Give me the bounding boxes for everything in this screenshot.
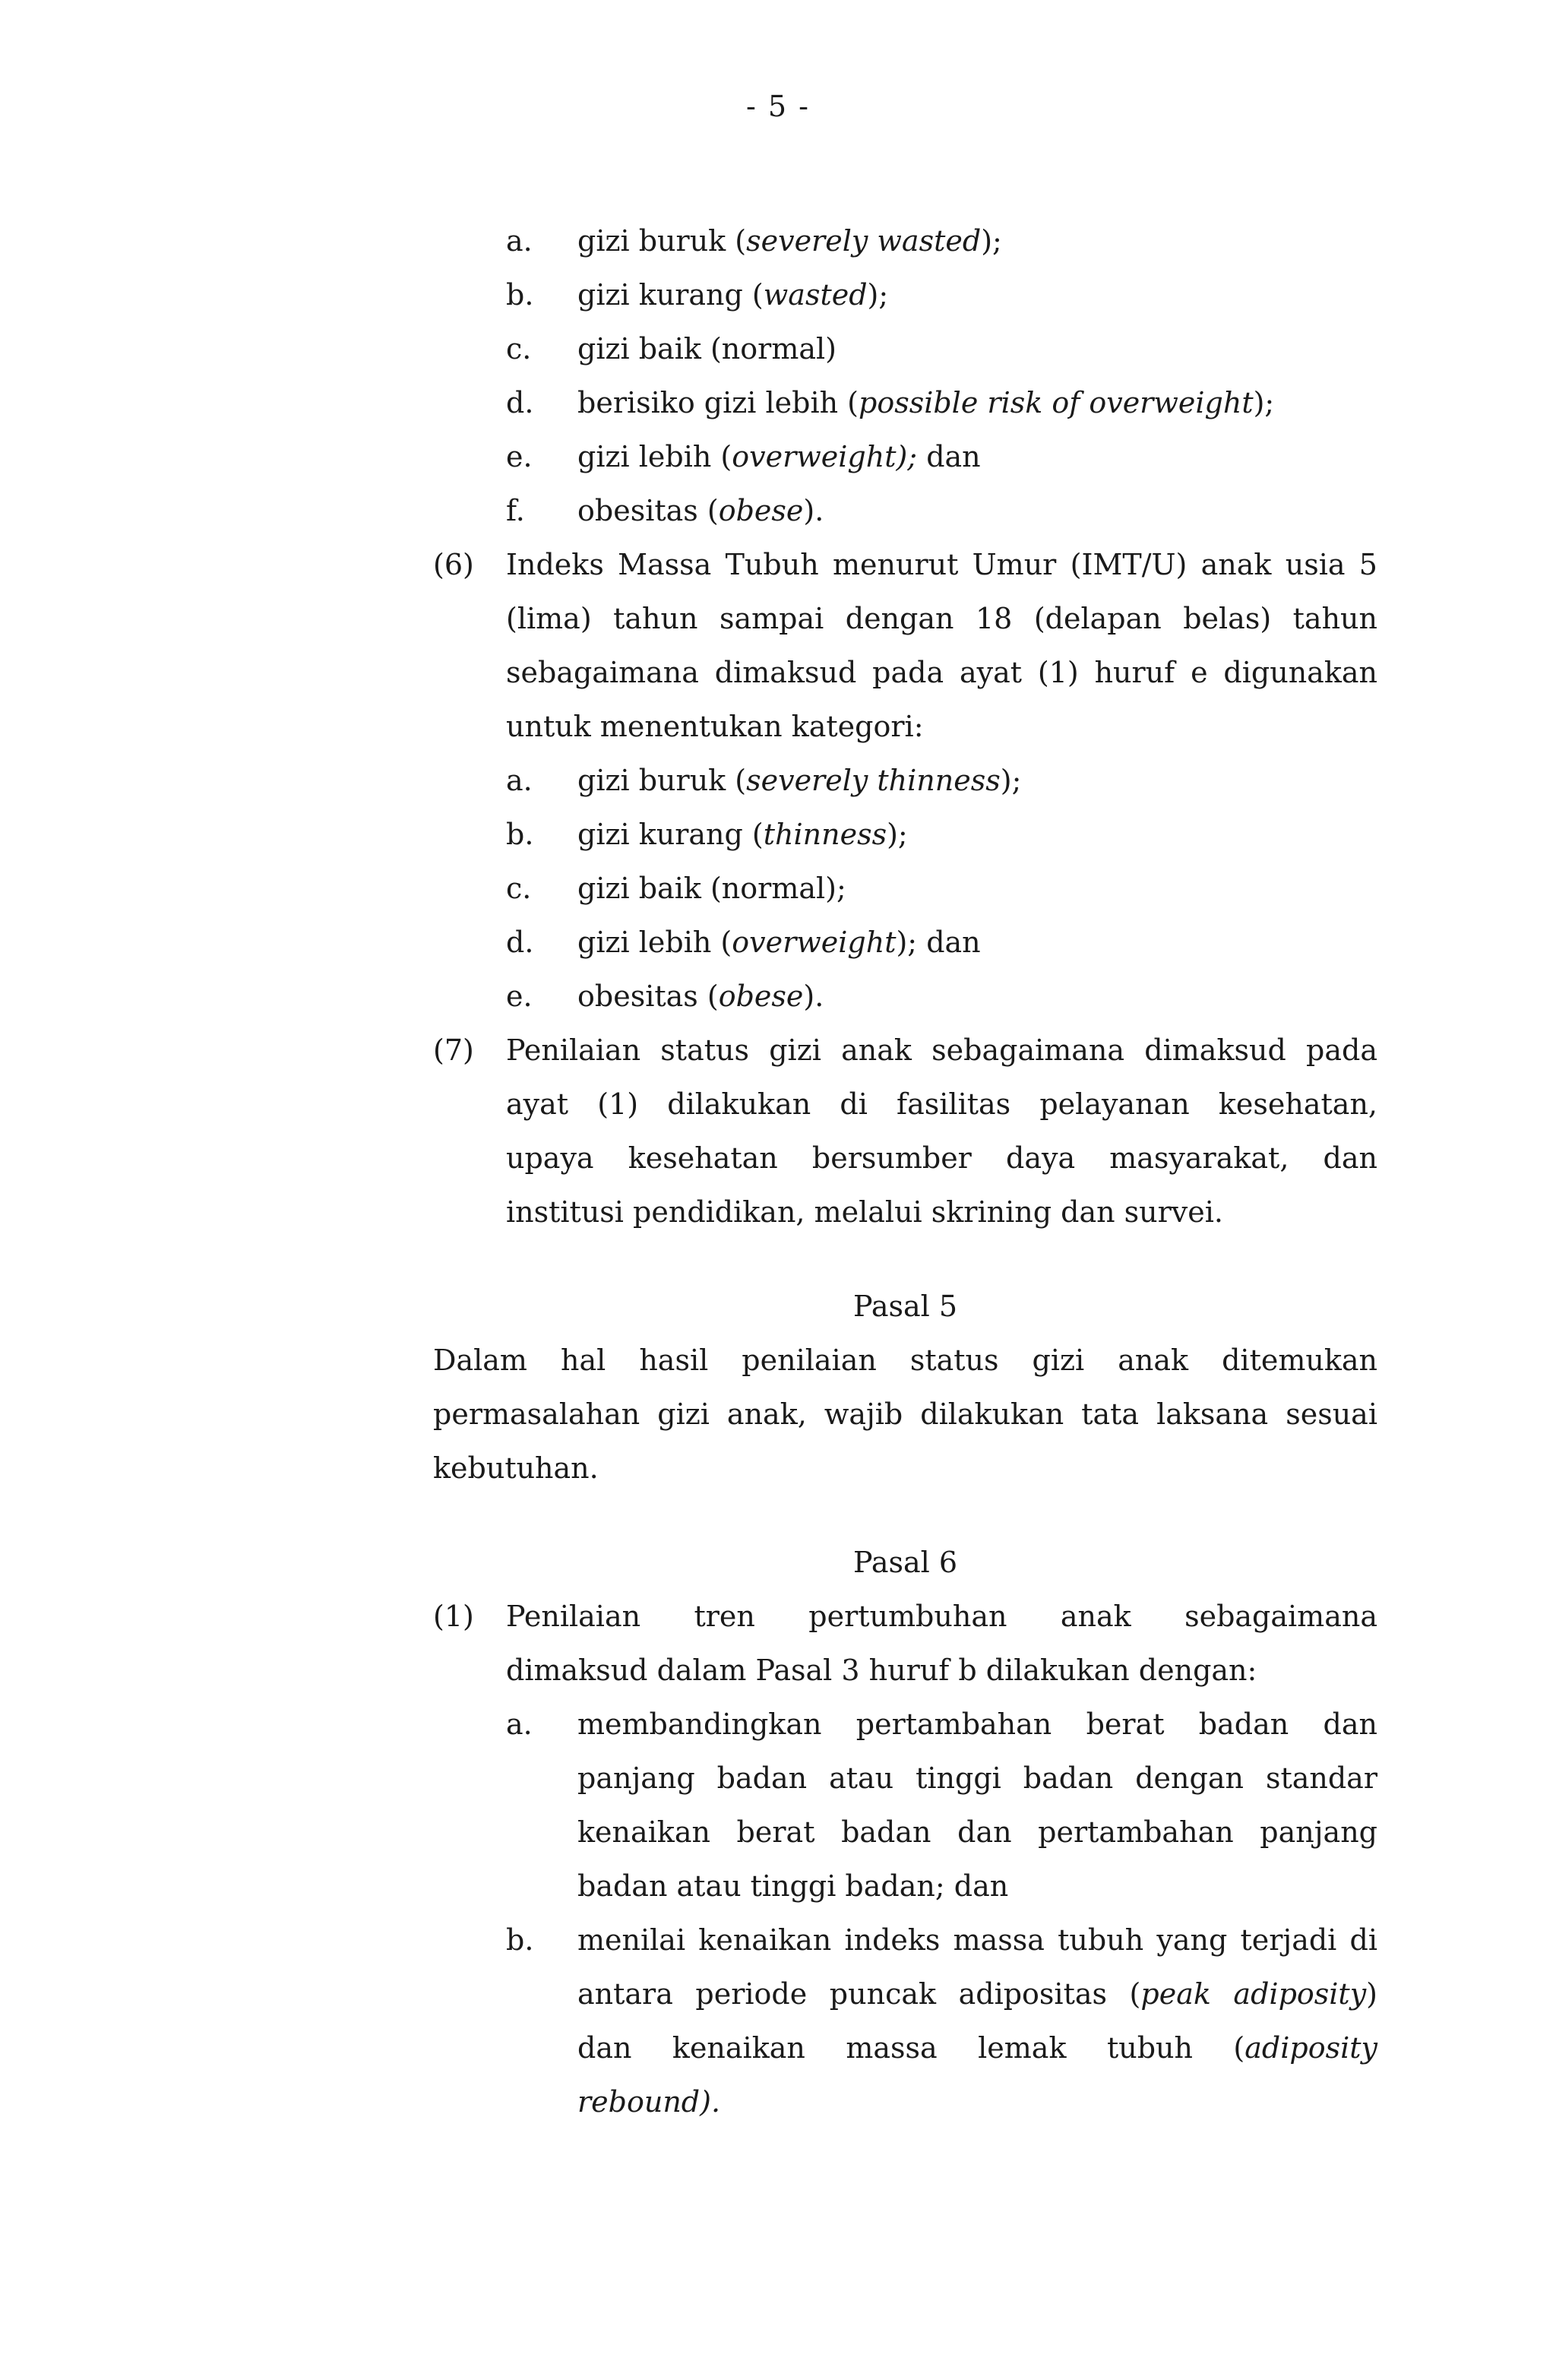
pasal-6-item-a-line [433, 1806, 1377, 1859]
item-term: peak adiposity [1140, 1977, 1367, 2011]
section-gap [433, 1239, 1377, 1280]
pasal-5-heading: Pasal 5 [852, 1290, 958, 1323]
pasal-6-ayat-1-line [433, 1590, 1377, 1644]
item-text [577, 2075, 1377, 2129]
item-text: gizi buruk ( [577, 224, 747, 258]
item-term: wasted [763, 278, 868, 312]
pasal-6-item-b-line [433, 2021, 1377, 2075]
pasal-text: Dalam hal hasil penilaian status gizi anak ditemukan [433, 1343, 1377, 1377]
ayat-text: untuk menentukan kategori: [506, 710, 924, 743]
ayat-text: Penilaian tren pertumbuhan anak sebagaimana [506, 1600, 1377, 1633]
item-term: adiposity [1244, 2031, 1377, 2065]
pasal-text: kebutuhan. [433, 1451, 599, 1485]
pasal-5-line [433, 1334, 1377, 1388]
item-text-end: ). [803, 980, 824, 1013]
item-text-end: ); [867, 278, 889, 312]
item-text-end: ); [1253, 386, 1275, 419]
item-text-end: ); [1000, 764, 1022, 797]
item-text: badan atau tinggi badan; dan [577, 1869, 1009, 1903]
ayat-text: dimaksud dalam Pasal 3 huruf b dilakukan dengan: [506, 1654, 1257, 1687]
ayat-text: Penilaian status gizi anak sebagaimana dimaksud pada [506, 1033, 1377, 1067]
list-marker: b. [506, 818, 534, 851]
ayat-marker: (6) [433, 548, 474, 581]
ayat-marker: (1) [433, 1600, 474, 1633]
list-item [433, 808, 1377, 862]
item-term: obese [718, 980, 804, 1013]
pasal-5-line [433, 1388, 1377, 1442]
list-marker: a. [506, 764, 533, 797]
item-text: gizi lebih ( [577, 440, 732, 473]
pasal-5-line [433, 1442, 1377, 1495]
item-text-part: dan kenaikan massa lemak tubuh ( [577, 2031, 1245, 2065]
item-text-end: ) [1366, 1977, 1377, 2011]
list-marker: d. [506, 386, 534, 419]
list-item [433, 376, 1377, 430]
item-term: obese [718, 494, 804, 527]
item-text: gizi kurang ( [577, 278, 764, 312]
list-item [433, 484, 1377, 538]
ayat-6-line [433, 700, 1377, 754]
item-term: rebound). [577, 2085, 721, 2119]
list-item [433, 862, 1377, 916]
pasal-6-item-b-line [433, 2075, 1377, 2129]
item-term: overweight [732, 926, 897, 959]
item-text-end: dan [917, 440, 981, 473]
item-text: menilai kenaikan indeks massa tubuh yang terjadi di [577, 1923, 1377, 1957]
list-marker: e. [506, 440, 533, 473]
item-term: severely thinness [746, 764, 1001, 797]
item-text-end: ); [981, 224, 1002, 258]
pasal-text: permasalahan gizi anak, wajib dilakukan tata laksana sesuai [433, 1397, 1377, 1431]
item-text: obesitas ( [577, 494, 719, 527]
item-text-end: ); dan [896, 926, 981, 959]
ayat-7-line [433, 1185, 1377, 1239]
ayat-text: sebagaimana dimaksud pada ayat (1) huruf e digunakan [506, 656, 1377, 689]
item-text-part: antara periode puncak adipositas ( [577, 1977, 1141, 2011]
list-marker: e. [506, 980, 533, 1013]
item-text: gizi baik (normal); [577, 872, 846, 905]
ayat-text: Indeks Massa Tubuh menurut Umur (IMT/U) anak usia 5 [506, 548, 1377, 581]
item-text: gizi kurang ( [577, 818, 764, 851]
list-item [433, 430, 1377, 484]
ayat-6-line [433, 646, 1377, 700]
item-text [577, 2021, 1377, 2075]
page-number: - 5 - [745, 90, 810, 123]
section-gap [433, 1495, 1377, 1536]
item-text-end: ). [803, 494, 824, 527]
item-text: gizi baik (normal) [577, 332, 837, 366]
item-text: kenaikan berat badan dan pertambahan panjang [577, 1815, 1377, 1849]
item-term: severely wasted [746, 224, 982, 258]
list-item [433, 268, 1377, 322]
item-text: obesitas ( [577, 980, 719, 1013]
list-item [433, 322, 1377, 376]
pasal-6-item-b-line [433, 1913, 1377, 1967]
list-marker: a. [506, 224, 533, 258]
item-text-end: ); [887, 818, 908, 851]
ayat-7-line [433, 1131, 1377, 1185]
item-term: possible risk of overweight [859, 386, 1254, 419]
list-marker: f. [506, 494, 525, 527]
ayat-text: institusi pendidikan, melalui skrining dan survei. [506, 1195, 1223, 1229]
pasal-6-heading: Pasal 6 [852, 1546, 958, 1579]
ayat-6-line [433, 592, 1377, 646]
ayat-text: (lima) tahun sampai dengan 18 (delapan belas) tahun [506, 602, 1377, 635]
ayat-6-line [433, 538, 1377, 592]
pasal-6-item-a-line [433, 1698, 1377, 1752]
list-marker: a. [506, 1707, 533, 1741]
pasal-6-item-a-line [433, 1752, 1377, 1806]
list-marker: c. [506, 872, 532, 905]
ayat-7-line [433, 1024, 1377, 1078]
list-marker: b. [506, 278, 534, 312]
item-text: berisiko gizi lebih ( [577, 386, 859, 419]
list-item [433, 754, 1377, 808]
document-body [433, 214, 1377, 2129]
pasal-6-ayat-1-line [433, 1644, 1377, 1698]
pasal-6-item-b-line [433, 1967, 1377, 2021]
item-term: thinness [763, 818, 887, 851]
list-item [433, 970, 1377, 1024]
item-text: membandingkan pertambahan berat badan dan [577, 1707, 1377, 1741]
list-item [433, 214, 1377, 268]
item-text: gizi lebih ( [577, 926, 732, 959]
pasal-6-item-a-line [433, 1859, 1377, 1913]
ayat-text: upaya kesehatan bersumber daya masyarakat, dan [506, 1141, 1377, 1175]
list-marker: c. [506, 332, 532, 366]
ayat-7-line [433, 1078, 1377, 1131]
ayat-text: ayat (1) dilakukan di fasilitas pelayanan kesehatan, [506, 1087, 1377, 1121]
item-term: overweight); [732, 440, 918, 473]
list-item [433, 916, 1377, 970]
ayat-marker: (7) [433, 1033, 474, 1067]
item-text: panjang badan atau tinggi badan dengan standar [577, 1761, 1377, 1795]
item-text [577, 1967, 1377, 2021]
list-marker: b. [506, 1923, 534, 1957]
list-marker: d. [506, 926, 534, 959]
item-text: gizi buruk ( [577, 764, 747, 797]
